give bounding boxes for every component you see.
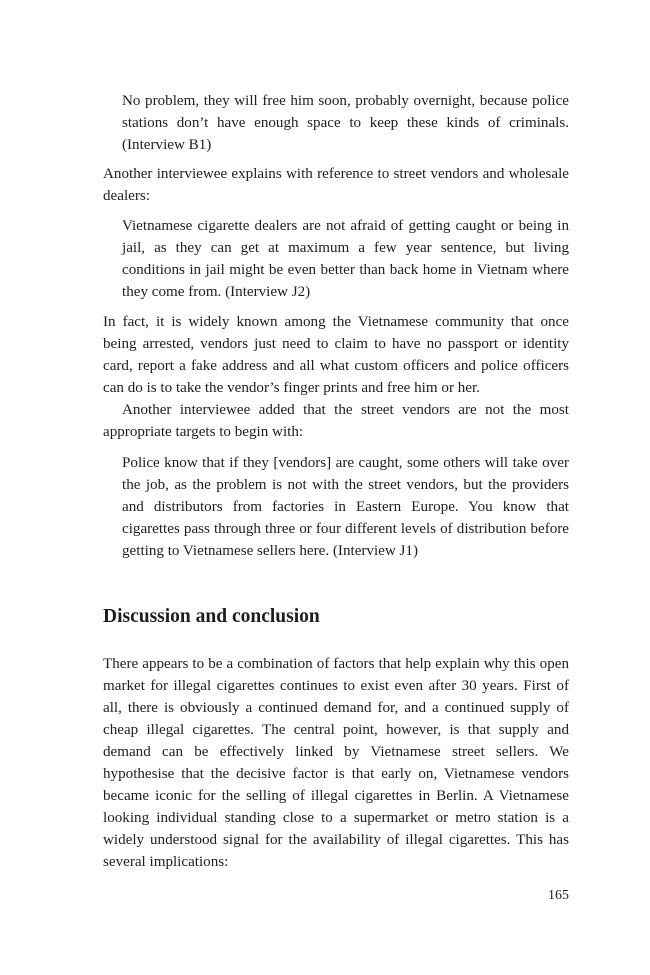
section-heading: Discussion and conclusion: [103, 606, 320, 627]
paragraph-discussion: There appears to be a combination of factors that help explain why this open market for illegal cigarettes continues to exist even after 30 years. First of all, there is obviously a continued demand for, and a continued supply of cheap illegal cigarettes. The central point, however, is that supply and demand can be effectively linked by Vietnamese street sellers. We hypothesise that the decisive factor is that early on, Vietnamese vendors became iconic for the selling of illegal cigarettes in Berlin. A Vietnamese looking individual standing close to a supermarket or metro station is a widely understood signal for the availability of illegal cigarettes. This has several implications:: [103, 656, 569, 870]
paragraph-intro-interview-j1: Another interviewee added that the street vendors are not the most appropriate targets to begin with:: [103, 402, 569, 440]
paragraph-intro-interview-j2: Another interviewee explains with reference to street vendors and wholesale dealers:: [103, 166, 569, 204]
block-quote-interview-j2: Vietnamese cigarette dealers are not afraid of getting caught or being in jail, as they can get at maximum a few year sentence, but living conditions in jail might be even better than back home in Vietnam where they come from. (Interview J2): [122, 218, 569, 300]
paragraph-arrested-vendors: In fact, it is widely known among the Vietnamese community that once being arrested, vendors just need to claim to have no passport or identity card, report a fake address and all what custom officers and police officers can do is to take the vendor’s finger prints and free him or her.: [103, 314, 569, 396]
page-number: 165: [548, 888, 569, 903]
block-quote-interview-b1: No problem, they will free him soon, probably overnight, because police stations don’t have enough space to keep these kinds of criminals. (Interview B1): [122, 93, 569, 153]
block-quote-interview-j1: Police know that if they [vendors] are caught, some others will take over the job, as the problem is not with the street vendors, but the providers and distributors from factories in Eastern Europe. You know that cigarettes pass through three or four different levels of distribution before getting to Vietnamese sellers here. (Interview J1): [122, 455, 569, 559]
